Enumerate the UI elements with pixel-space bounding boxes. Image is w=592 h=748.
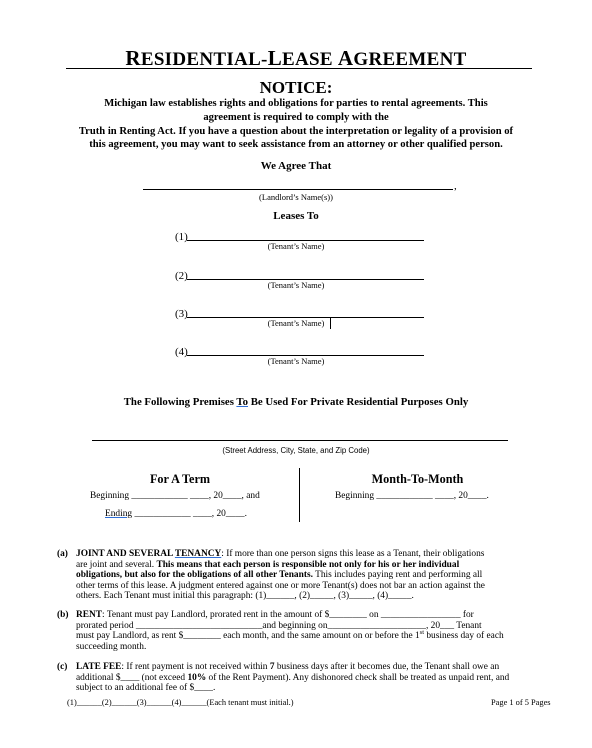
section-a-title-tenancy: TENANCY	[174, 549, 222, 559]
section-c-text: of the Rent Payment). Any dishonored check shall be treated as unpaid rent, and	[206, 672, 510, 683]
section-a-initials: others. Each Tenant must initial this paragraph: (1)______, (2)_____, (3)_____, (4)_____.	[76, 591, 414, 602]
notice-line: Truth in Renting Act. If you have a question about the interpretation or legality of a provision of	[78, 125, 514, 137]
tenant-4-number: (4)	[175, 346, 188, 358]
section-c-label: (c)	[57, 662, 68, 672]
premises-heading	[0, 396, 592, 408]
footer-initials: (1)______(2)______(3)______(4)______(Each tenant must initial.)	[67, 698, 294, 707]
section-a-text: This includes paying rent and performing all	[312, 570, 483, 581]
section-a-text-bold: obligations, but also for the obligations of all other Tenants.	[76, 570, 313, 581]
notice-line: this agreement, you may want to seek assistance from an attorney or other qualified person.	[89, 139, 503, 151]
tenant-2-number: (2)	[175, 270, 188, 282]
title-part: GREEMENT	[353, 49, 467, 70]
title-part: L	[267, 46, 282, 70]
section-a-label: (a)	[57, 549, 68, 559]
title-part: A	[337, 46, 354, 70]
title-part: R	[125, 46, 141, 70]
section-c-text: subject to an additional fee of $____.	[76, 683, 216, 694]
title-part: EASE	[282, 49, 338, 70]
term-ending	[105, 509, 247, 519]
premises-to-word: To	[236, 396, 249, 408]
premises-text: Be Used For Private Residential Purposes Only	[248, 396, 469, 408]
tenant-1-number: (1)	[175, 231, 188, 243]
section-a-text: : If more than one person signs this lease as a Tenant, their obligations	[221, 549, 485, 559]
term-heading: For A Term	[149, 472, 211, 486]
section-a-body	[76, 549, 536, 602]
section-a-title: JOINT AND SEVERAL	[76, 549, 175, 559]
section-b-title: RENT	[76, 610, 103, 620]
tenant-4-caption: (Tenant’s Name)	[267, 356, 325, 366]
address-line[interactable]	[92, 440, 508, 441]
tenant-2-caption: (Tenant’s Name)	[267, 280, 325, 290]
section-b-text: must pay Landlord, as rent $________ each month, and the same amount on or before the 1	[76, 631, 420, 642]
section-a-text: are joint and several.	[76, 559, 157, 570]
premises-text: The Following Premises	[123, 396, 237, 408]
landlord-comma: ,	[454, 180, 457, 192]
section-b-text: prorated period ___________________________and beginning on_____________________, 20___ Tenant	[76, 620, 482, 631]
tenant-1-caption: (Tenant’s Name)	[267, 241, 325, 251]
landlord-name-line[interactable]	[143, 189, 453, 190]
section-a-text: other terms of this lease. A judgment entered against one or more Tenant(s) does not bar an action against the	[76, 580, 485, 591]
ending-word: Ending	[105, 509, 133, 519]
section-b-text: : Tenant must pay Landlord, prorated rent in the amount of $________ on _________________ for	[102, 610, 474, 620]
mtm-beginning: Beginning ____________ ____, 20____.	[335, 491, 489, 501]
section-b-text: business day of each	[424, 631, 504, 642]
notice-body	[40, 97, 552, 152]
section-c-text: business days after it becomes due, the Tenant shall owe an	[274, 662, 500, 672]
title-part: ESIDENTIAL-	[140, 49, 268, 70]
we-agree-heading: We Agree That	[260, 160, 332, 172]
month-to-month-heading: Month-To-Month	[371, 472, 464, 486]
notice-heading: NOTICE:	[259, 78, 333, 97]
section-b-label: (b)	[57, 610, 69, 620]
notice-line: agreement is required to comply with the	[203, 111, 389, 123]
text-cursor	[330, 318, 331, 329]
section-c-title: LATE FEE	[76, 662, 122, 672]
title-underline	[66, 68, 532, 69]
address-caption: (Street Address, City, State, and Zip Code)	[222, 446, 370, 455]
section-c-days: 7	[269, 662, 275, 672]
section-c-body	[76, 662, 536, 694]
section-c-percent: 10%	[187, 672, 207, 683]
section-c-text: additional $____ (not exceed	[76, 672, 188, 683]
leases-to-heading: Leases To	[273, 210, 319, 222]
section-b-text: succeeding month.	[76, 641, 147, 652]
term-divider	[299, 468, 300, 522]
footer-page-number: Page 1 of 5 Pages	[491, 698, 551, 707]
ending-blanks: ____________ ____, 20____.	[132, 509, 247, 519]
section-b-body	[76, 610, 536, 652]
landlord-caption: (Landlord’s Name(s))	[259, 192, 333, 202]
section-c-text: : If rent payment is not received within	[121, 662, 270, 672]
notice-line: Michigan law establishes rights and obligations for parties to rental agreements. This	[104, 98, 488, 109]
term-beginning: Beginning ____________ ____, 20____, and	[90, 491, 260, 501]
superscript-st: st	[419, 629, 425, 637]
section-a-text-bold: This means that each person is responsible not only for his or her individual	[156, 559, 460, 570]
tenant-3-number: (3)	[175, 308, 188, 320]
tenant-3-caption: (Tenant’s Name)	[267, 318, 325, 328]
